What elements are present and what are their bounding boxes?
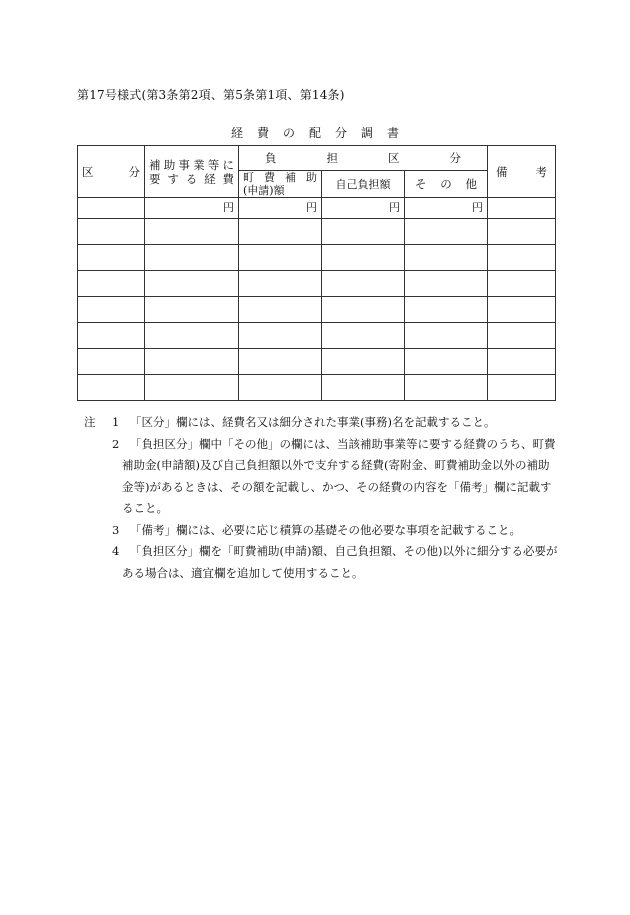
table-cell[interactable] [488, 245, 556, 271]
table-cell[interactable] [239, 375, 322, 401]
table-cell[interactable] [145, 323, 239, 349]
note-item [88, 434, 558, 520]
notes-label: 注 [84, 415, 96, 429]
table-cell[interactable] [322, 219, 405, 245]
note-number: 1 [112, 415, 120, 429]
table-cell[interactable] [488, 198, 556, 219]
table-cell[interactable] [145, 375, 239, 401]
document-title: 経費の配分調書 [230, 126, 413, 140]
table-cell[interactable] [322, 297, 405, 323]
table-cell[interactable] [239, 297, 322, 323]
note-item [88, 520, 558, 542]
header-self-burden: 自己負担額 [322, 171, 405, 198]
header-town-subsidy-line1: 町費補助 [243, 171, 317, 184]
table-cell[interactable] [145, 219, 239, 245]
table-row [78, 219, 556, 245]
note-number: 2 [112, 436, 120, 451]
note-item [88, 541, 558, 584]
table-cell[interactable] [78, 245, 145, 271]
table-cell[interactable] [145, 297, 239, 323]
table-cell[interactable] [145, 245, 239, 271]
header-town-subsidy-line2: (申請)額 [243, 184, 285, 197]
table-cell[interactable] [405, 323, 488, 349]
table-cell[interactable] [239, 245, 322, 271]
header-category: 区分 [78, 146, 145, 198]
table-cell[interactable] [78, 271, 145, 297]
table-cell[interactable] [488, 271, 556, 297]
form-number-header: 第17号様式(第3条第2項、第5条第1項、第14条) [77, 88, 345, 102]
table-cell[interactable] [145, 349, 239, 375]
table-cell[interactable] [405, 297, 488, 323]
table-row [78, 349, 556, 375]
header-project-expense-line1: 補助事業等に [149, 157, 234, 172]
table-row [78, 375, 556, 401]
note-number: 3 [112, 522, 120, 537]
table-cell[interactable] [405, 349, 488, 375]
yen-unit: 円 [145, 198, 239, 219]
table-cell[interactable] [488, 323, 556, 349]
header-burden-category: 負担区分 [239, 146, 488, 171]
note-number: 4 [112, 544, 120, 558]
table-cell[interactable] [239, 271, 322, 297]
table-cell[interactable] [322, 349, 405, 375]
table-row [78, 271, 556, 297]
header-town-subsidy [239, 171, 322, 198]
note-text: 「負担区分」欄を「町費補助(申請)額、自己負担額、その他)以外に細分する必要がある場合は、適宜欄を追加して使用すること。 [122, 544, 558, 580]
table-cell[interactable] [405, 219, 488, 245]
expense-allocation-table [77, 145, 556, 401]
table-cell[interactable] [322, 323, 405, 349]
table-cell[interactable] [145, 271, 239, 297]
yen-unit: 円 [239, 198, 322, 219]
table-cell[interactable] [239, 323, 322, 349]
table-cell[interactable] [239, 349, 322, 375]
table-cell[interactable] [322, 245, 405, 271]
header-remarks: 備考 [488, 146, 556, 198]
table-cell[interactable] [78, 219, 145, 245]
note-text: 「備考」欄には、必要に応じ積算の基礎その他必要な事項を記載すること。 [130, 522, 521, 537]
table-row [78, 297, 556, 323]
table-cell[interactable] [488, 349, 556, 375]
table-cell[interactable] [488, 297, 556, 323]
table-row [78, 245, 556, 271]
table-cell[interactable] [78, 323, 145, 349]
table-cell[interactable] [488, 219, 556, 245]
yen-unit: 円 [322, 198, 405, 219]
yen-unit: 円 [405, 198, 488, 219]
note-text: 「区分」欄には、経費名又は細分された事業(事務)名を記載すること。 [130, 415, 496, 429]
notes-section [84, 412, 558, 584]
table-cell[interactable] [488, 375, 556, 401]
table-cell[interactable] [78, 198, 145, 219]
table-row [78, 198, 556, 219]
table-cell[interactable] [78, 297, 145, 323]
table-cell[interactable] [405, 245, 488, 271]
header-other: その他 [405, 171, 488, 198]
table-cell[interactable] [239, 219, 322, 245]
note-text: 「負担区分」欄中「その他」の欄には、当該補助事業等に要する経費のうち、町費補助金(申請額)及び自己負担額以外で支弁する経費(寄附金、町費補助金以外の補助金等)があるときは、その額を記載し、かつ、その経費の内容を「備考」欄に記載すること。 [122, 436, 556, 515]
table-cell[interactable] [78, 349, 145, 375]
table-cell[interactable] [78, 375, 145, 401]
table-cell[interactable] [322, 271, 405, 297]
note-item [84, 412, 558, 434]
table-cell[interactable] [322, 375, 405, 401]
header-project-expense [145, 146, 239, 198]
table-cell[interactable] [405, 271, 488, 297]
table-cell[interactable] [405, 375, 488, 401]
table-row [78, 323, 556, 349]
header-project-expense-line2: 要する経費 [149, 171, 234, 186]
